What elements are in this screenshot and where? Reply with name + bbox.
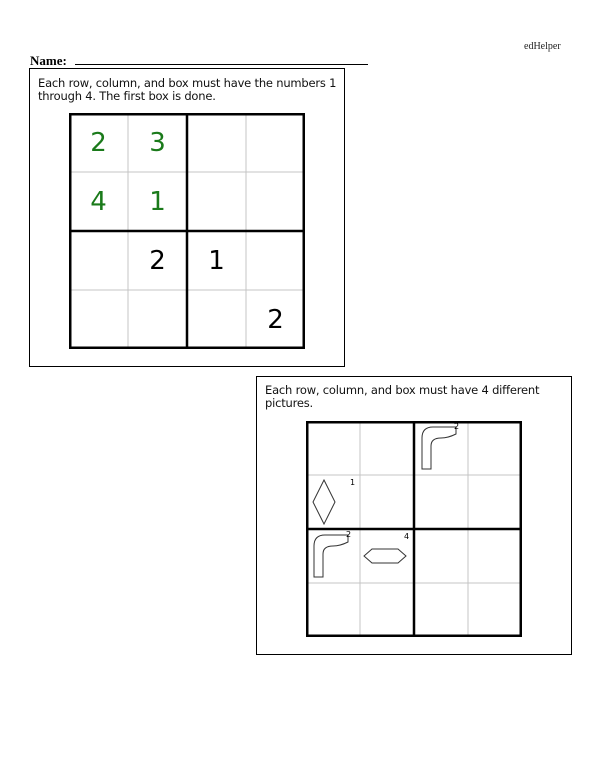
sudoku-cell: 2 — [90, 127, 107, 158]
sudoku-cell[interactable] — [187, 290, 246, 349]
sudoku-cell[interactable] — [69, 231, 128, 290]
number-sudoku-panel — [29, 68, 345, 367]
picture-cell[interactable] — [306, 421, 360, 475]
picture-cell[interactable] — [360, 421, 414, 475]
picture-number-label: 2 — [454, 422, 460, 431]
picture-cell[interactable] — [414, 475, 468, 529]
picture-sudoku-panel — [256, 376, 572, 655]
sudoku-cell: 1 — [149, 186, 166, 217]
sudoku-cell[interactable] — [128, 290, 187, 349]
sudoku-cell[interactable] — [187, 172, 246, 231]
number-sudoku-grid — [69, 113, 305, 349]
picture-cell — [306, 475, 360, 529]
picture-cell — [360, 529, 414, 583]
picture-cell — [414, 421, 468, 475]
sudoku-cell[interactable] — [246, 172, 305, 231]
sudoku-cell[interactable] — [246, 231, 305, 290]
picture-cell[interactable] — [468, 529, 522, 583]
sudoku-cell: 1 — [208, 245, 225, 276]
picture-cell[interactable] — [306, 583, 360, 637]
picture-cell[interactable] — [468, 421, 522, 475]
picture-sudoku-grid — [306, 421, 522, 637]
sudoku-cell: 2 — [267, 304, 284, 335]
picture-number-label: 2 — [346, 530, 352, 539]
picture-cell[interactable] — [414, 583, 468, 637]
sudoku-cell: 4 — [90, 186, 107, 217]
picture-number-label: 4 — [404, 532, 410, 541]
name-input-line[interactable] — [75, 64, 368, 65]
picture-cell[interactable] — [468, 583, 522, 637]
sudoku-cell[interactable] — [187, 113, 246, 172]
picture-cell[interactable] — [468, 475, 522, 529]
picture-number-label: 1 — [350, 478, 356, 487]
sudoku-cell: 2 — [149, 245, 166, 276]
instructions-text: Each row, column, and box must have the numbers 1 through 4. The first box is done. — [38, 76, 337, 103]
picture-cell[interactable] — [360, 583, 414, 637]
picture-cell[interactable] — [414, 529, 468, 583]
brand-label: edHelper — [524, 41, 561, 52]
name-label: Name: — [30, 53, 67, 68]
picture-cell — [306, 529, 360, 583]
instructions-text: Each row, column, and box must have 4 different pictures. — [265, 383, 540, 410]
sudoku-cell: 3 — [149, 127, 166, 158]
picture-cell[interactable] — [360, 475, 414, 529]
sudoku-cell[interactable] — [246, 113, 305, 172]
sudoku-cell[interactable] — [69, 290, 128, 349]
